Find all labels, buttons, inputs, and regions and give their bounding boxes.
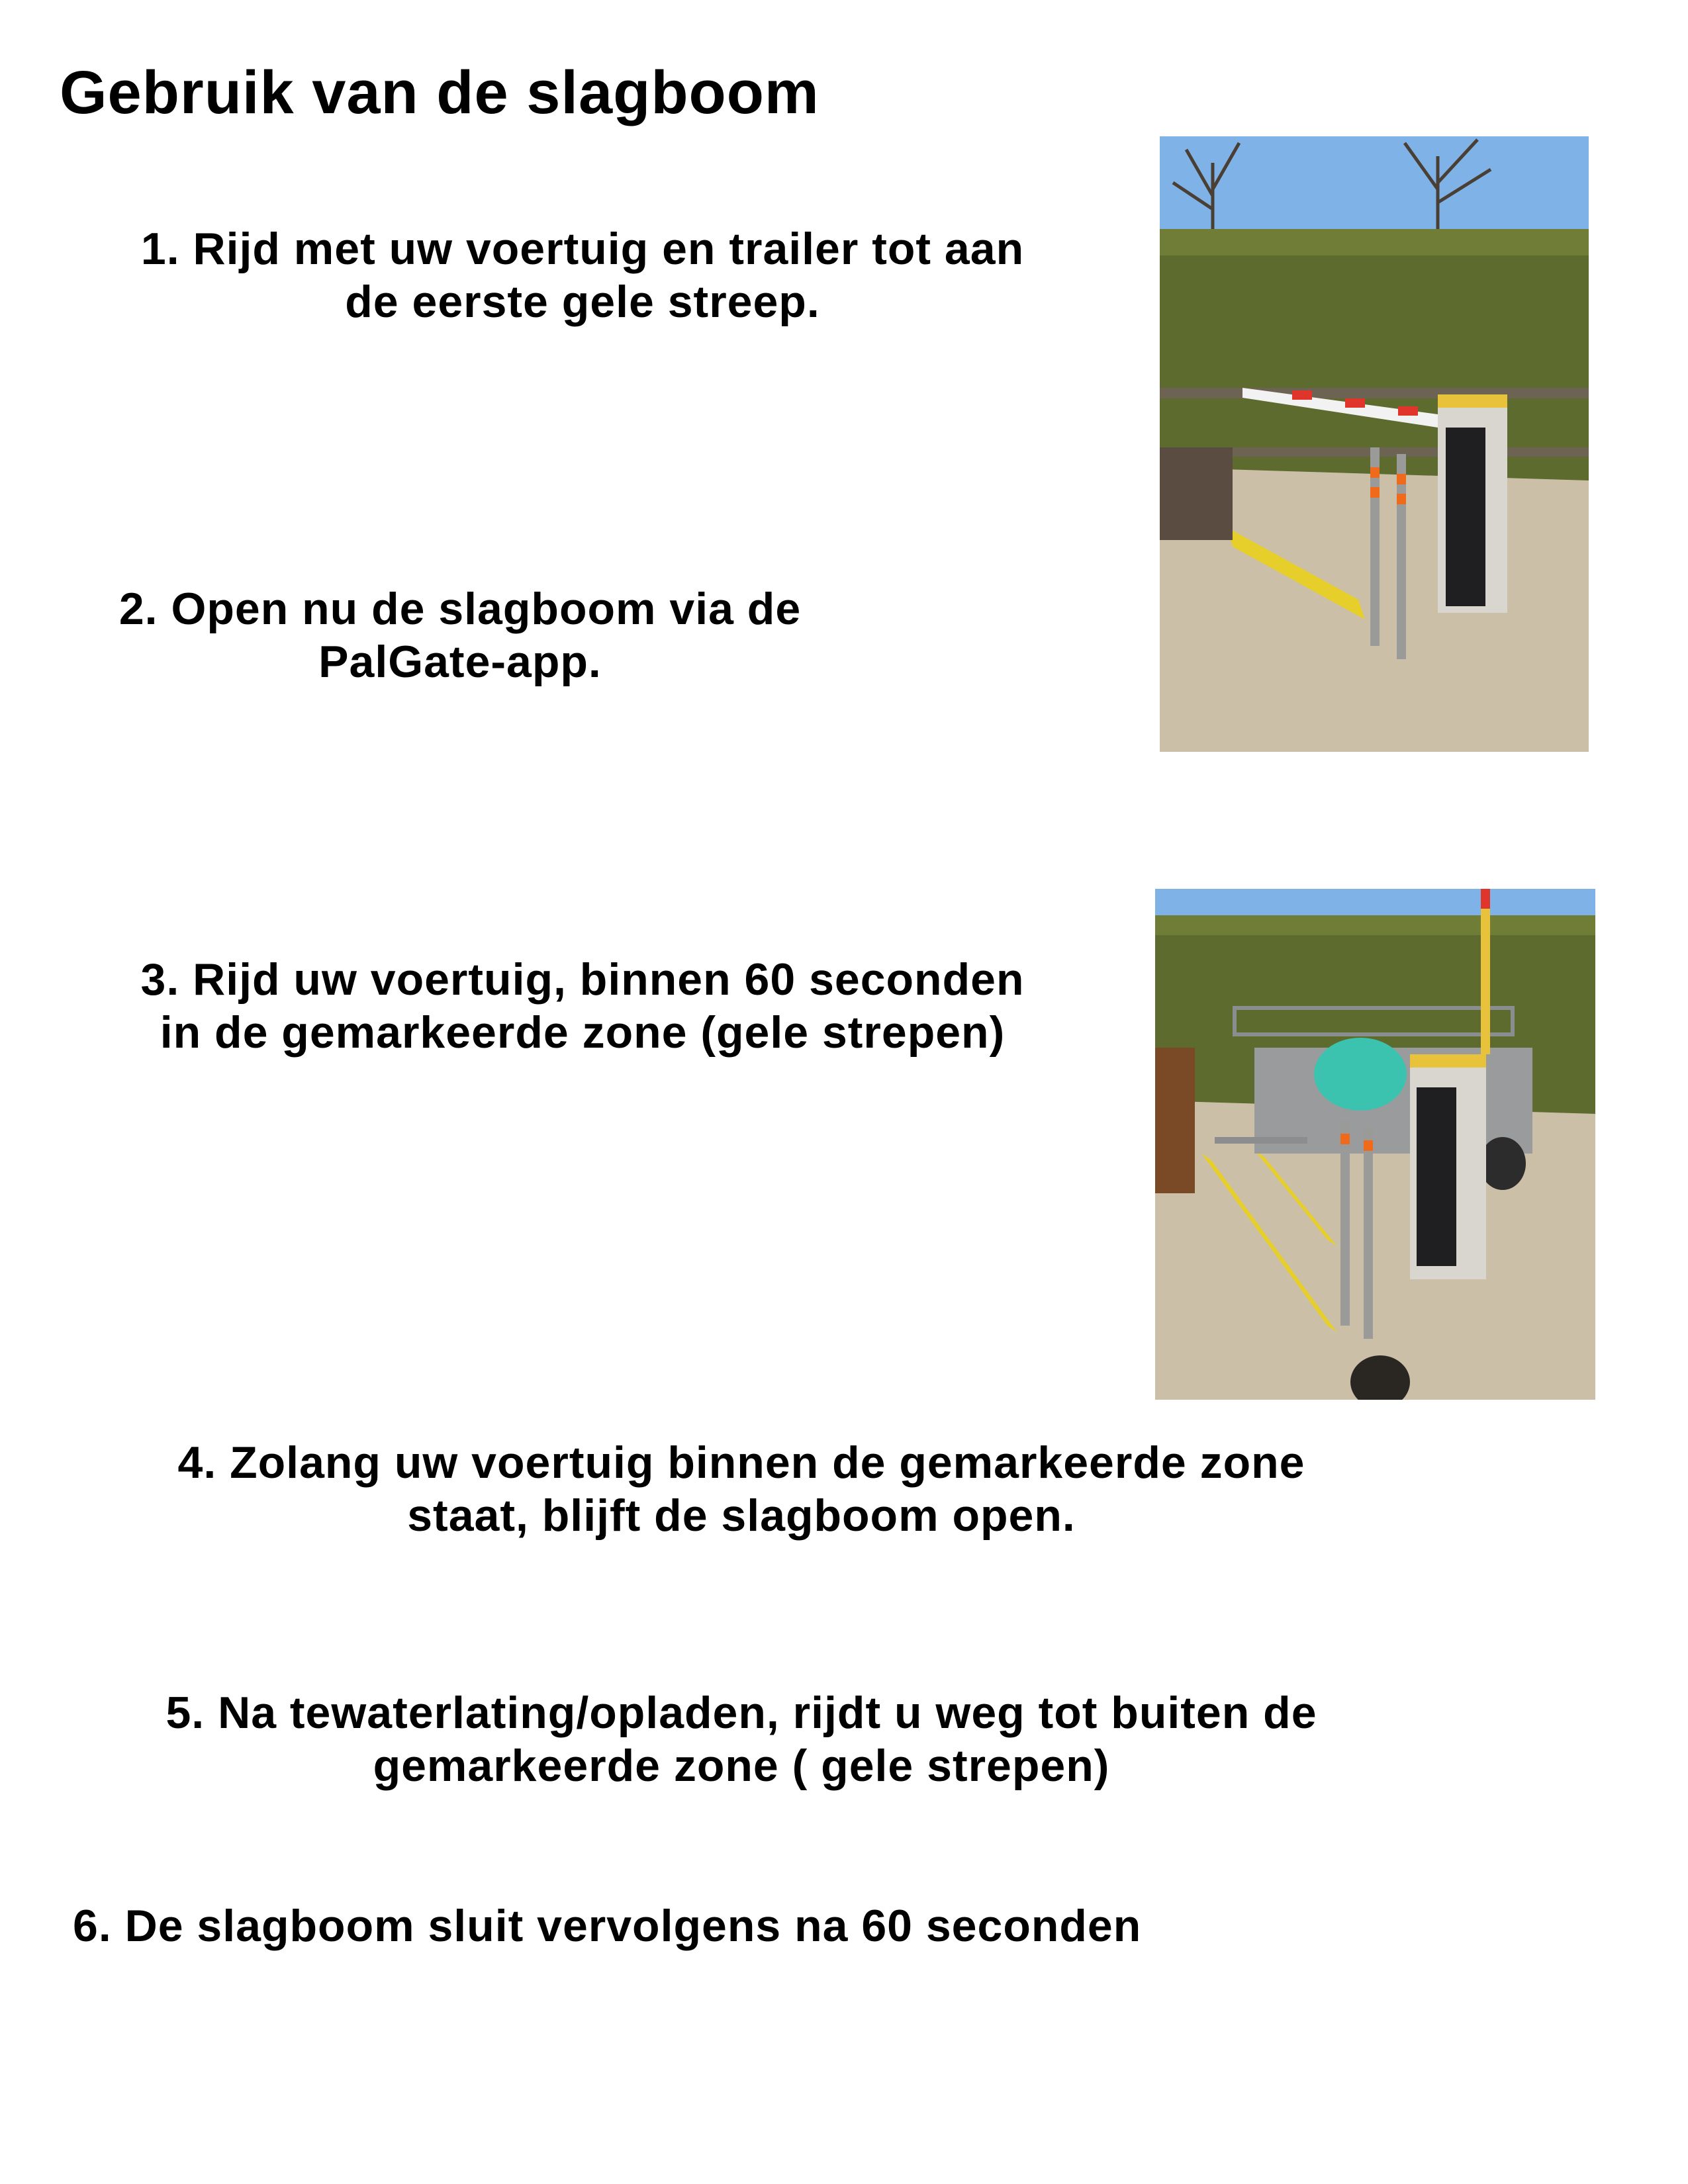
step-1-line-1: 1. Rijd met uw voertuig en trailer tot aan: [140, 224, 1025, 274]
barrier-closed-illustration: [1160, 136, 1589, 752]
step-5: [66, 1686, 1417, 1792]
step-3: [53, 953, 1112, 1059]
barrier-open-illustration: [1155, 889, 1595, 1400]
step-4-line-1: 4. Zolang uw voertuig binnen de gemarkeerde zone: [177, 1437, 1305, 1488]
step-3-line-2: in de gemarkeerde zone (gele strepen): [160, 1007, 1006, 1058]
step-6-line-1: 6. De slagboom sluit vervolgens na 60 seconden: [73, 1901, 1142, 1951]
step-1-line-2: de eerste gele streep.: [345, 277, 820, 327]
step-4: [66, 1436, 1417, 1542]
barrier-open-photo: [1155, 889, 1595, 1400]
step-2: [53, 582, 867, 688]
page-title: Gebruik van de slagboom: [60, 59, 820, 126]
step-5-line-2: gemarkeerde zone ( gele strepen): [373, 1741, 1110, 1791]
barrier-closed-photo: [1160, 136, 1589, 752]
step-5-line-1: 5. Na tewaterlating/opladen, rijdt u weg tot buiten de: [165, 1688, 1317, 1738]
step-2-line-2: PalGate-app.: [318, 637, 602, 687]
step-6: [73, 1899, 1331, 1952]
step-1: [53, 222, 1112, 328]
step-2-line-1: 2. Open nu de slagboom via de: [118, 584, 802, 634]
step-4-line-2: staat, blijft de slagboom open.: [407, 1490, 1076, 1541]
step-3-line-1: 3. Rijd uw voertuig, binnen 60 seconden: [140, 954, 1025, 1005]
